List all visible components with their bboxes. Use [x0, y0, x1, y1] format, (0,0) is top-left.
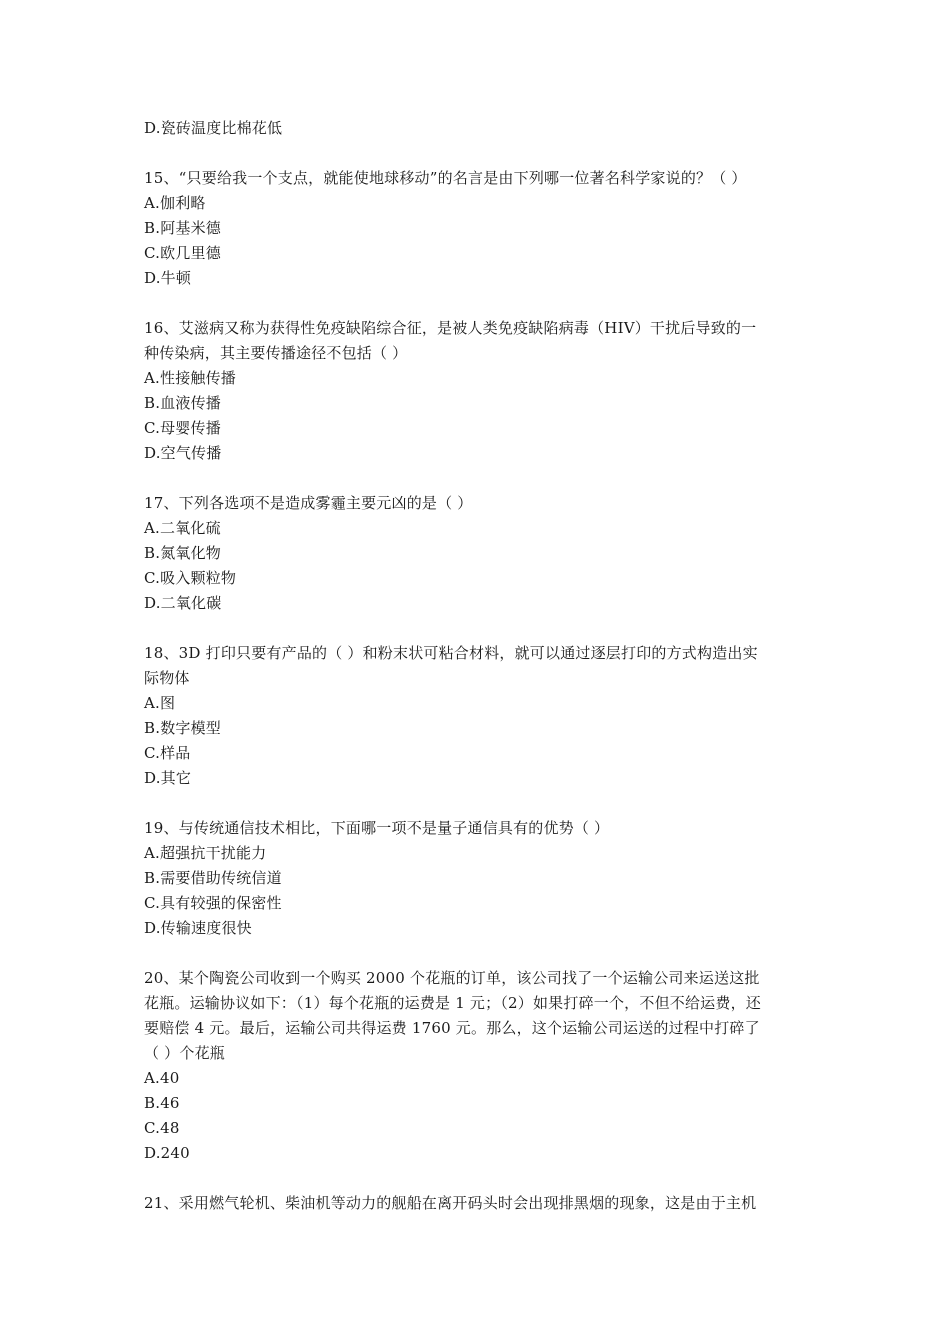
option-c: C.样品 — [144, 744, 191, 762]
question-stem: 16、艾滋病又称为获得性免疫缺陷综合征，是被人类免疫缺陷病毒（HIV）干扰后导致的一 — [144, 319, 757, 337]
option-a: A.超强抗干扰能力 — [144, 844, 267, 862]
option-b: B.数字模型 — [144, 719, 221, 737]
question-16 — [144, 316, 812, 466]
option-d: D.240 — [144, 1144, 190, 1162]
option-c: C.具有较强的保密性 — [144, 894, 282, 912]
option-d: D.传输速度很快 — [144, 919, 252, 937]
question-stem: 17、下列各选项不是造成雾霾主要元凶的是（ ） — [144, 494, 473, 512]
question-stem: 花瓶。运输协议如下：（1）每个花瓶的运费是 1 元；（2）如果打碎一个，不但不给运费，还 — [144, 994, 761, 1012]
question-17 — [144, 491, 812, 616]
question-21 — [144, 1191, 812, 1216]
option-c: C.吸入颗粒物 — [144, 569, 237, 587]
option-c: C.欧几里德 — [144, 244, 221, 262]
option-a: A.图 — [144, 694, 176, 712]
question-stem: 际物体 — [144, 669, 190, 687]
option-b: B.阿基米德 — [144, 219, 221, 237]
option-a: A.伽利略 — [144, 194, 206, 212]
question-stem: 18、3D 打印只要有产品的（ ）和粉末状可粘合材料，就可以通过逐层打印的方式构造出实 — [144, 644, 758, 662]
option-a: A.40 — [144, 1069, 180, 1087]
option-b: B.46 — [144, 1094, 180, 1112]
option-c: C.48 — [144, 1119, 180, 1137]
question-stem: 19、与传统通信技术相比，下面哪一项不是量子通信具有的优势（ ） — [144, 819, 610, 837]
previous-option: D.瓷砖温度比棉花低 — [144, 119, 283, 137]
question-stem: 20、某个陶瓷公司收到一个购买 2000 个花瓶的订单，该公司找了一个运输公司来运送这批 — [144, 969, 760, 987]
question-stem: 种传染病，其主要传播途径不包括（ ） — [144, 344, 408, 362]
question-19 — [144, 816, 812, 941]
option-a: A.二氧化硫 — [144, 519, 221, 537]
question-stem: 要赔偿 4 元。最后，运输公司共得运费 1760 元。那么，这个运输公司运送的过程中打碎了 — [144, 1019, 760, 1037]
question-20 — [144, 966, 812, 1166]
option-b: B.氮氧化物 — [144, 544, 221, 562]
question-stem: 21、采用燃气轮机、柴油机等动力的舰船在离开码头时会出现排黑烟的现象，这是由于主机 — [144, 1194, 757, 1212]
option-a: A.性接触传播 — [144, 369, 237, 387]
option-d: D.牛顿 — [144, 269, 192, 287]
option-b: B.需要借助传统信道 — [144, 869, 282, 887]
option-c: C.母婴传播 — [144, 419, 221, 437]
question-stem: （ ）个花瓶 — [144, 1044, 225, 1062]
question-list — [144, 116, 812, 1241]
question-18 — [144, 641, 812, 791]
option-d: D.二氧化碳 — [144, 594, 222, 612]
question-stem: 15、“只要给我一个支点，就能使地球移动”的名言是由下列哪一位著名科学家说的？（ ） — [144, 169, 747, 187]
option-b: B.血液传播 — [144, 394, 221, 412]
option-d: D.空气传播 — [144, 444, 222, 462]
option-d: D.其它 — [144, 769, 192, 787]
question-15 — [144, 166, 812, 291]
